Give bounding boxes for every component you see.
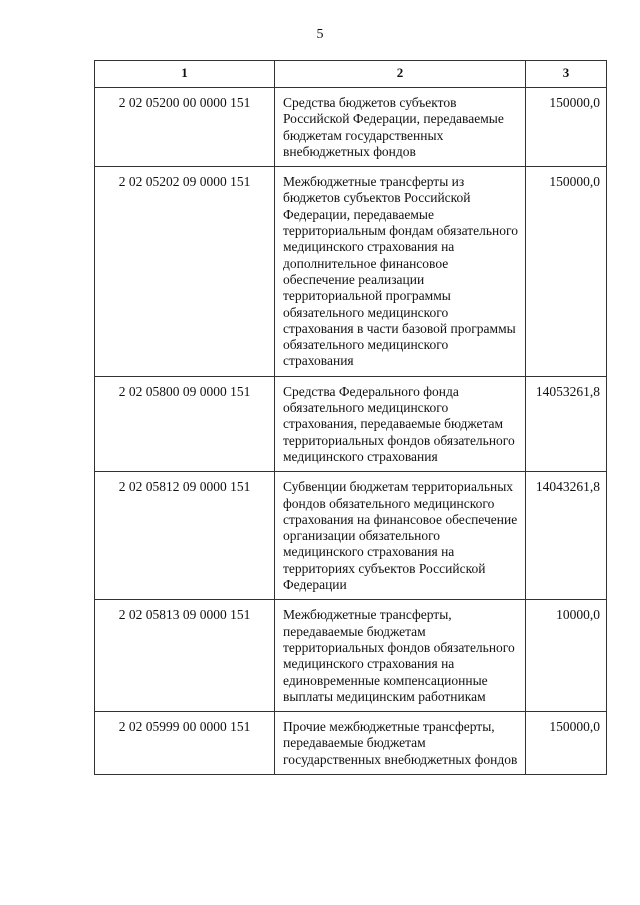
budget-code-cell: 2 02 05812 09 0000 151 — [95, 472, 275, 600]
budget-code-cell: 2 02 05999 00 0000 151 — [95, 712, 275, 775]
column-header-2: 2 — [275, 61, 526, 88]
table-row — [95, 600, 607, 712]
description-cell: Средства Федерального фонда обязательного медицинского страхования, передаваемые бюджетам территориальных фондов обязательного медицинского страхования — [275, 376, 526, 471]
budget-code-cell: 2 02 05800 09 0000 151 — [95, 376, 275, 471]
budget-table — [94, 60, 607, 775]
column-header-3: 3 — [526, 61, 607, 88]
amount-cell: 150000,0 — [526, 88, 607, 167]
column-header-1: 1 — [95, 61, 275, 88]
table-row — [95, 376, 607, 471]
amount-cell: 10000,0 — [526, 600, 607, 712]
table-row — [95, 88, 607, 167]
description-cell: Межбюджетные трансферты из бюджетов субъектов Российской Федерации, передаваемые территориальным фондам обязательного медицинского страхования на дополнительное финансовое обеспечение реализации территориальной программы обязательного медицинского страхования в части базовой программы обязательного медицинского страхования — [275, 167, 526, 377]
description-cell: Субвенции бюджетам территориальных фондов обязательного медицинского страхования на финансовое обеспечение организации обязательного медицинского страхования на территориях субъектов Российской Федерации — [275, 472, 526, 600]
table-row — [95, 712, 607, 775]
table-row — [95, 472, 607, 600]
budget-code-cell: 2 02 05202 09 0000 151 — [95, 167, 275, 377]
description-cell: Прочие межбюджетные трансферты, передаваемые бюджетам государственных внебюджетных фондов — [275, 712, 526, 775]
table-row — [95, 167, 607, 377]
amount-cell: 150000,0 — [526, 167, 607, 377]
amount-cell: 14043261,8 — [526, 472, 607, 600]
description-cell: Средства бюджетов субъектов Российской Федерации, передаваемые бюджетам государственных внебюджетных фондов — [275, 88, 526, 167]
amount-cell: 150000,0 — [526, 712, 607, 775]
page-number: 5 — [316, 27, 324, 42]
budget-code-cell: 2 02 05200 00 0000 151 — [95, 88, 275, 167]
budget-code-cell: 2 02 05813 09 0000 151 — [95, 600, 275, 712]
amount-cell: 14053261,8 — [526, 376, 607, 471]
table-header-row — [95, 61, 607, 88]
description-cell: Межбюджетные трансферты, передаваемые бюджетам территориальных фондов обязательного медицинского страхования на единовременные компенсационные выплаты медицинским работникам — [275, 600, 526, 712]
